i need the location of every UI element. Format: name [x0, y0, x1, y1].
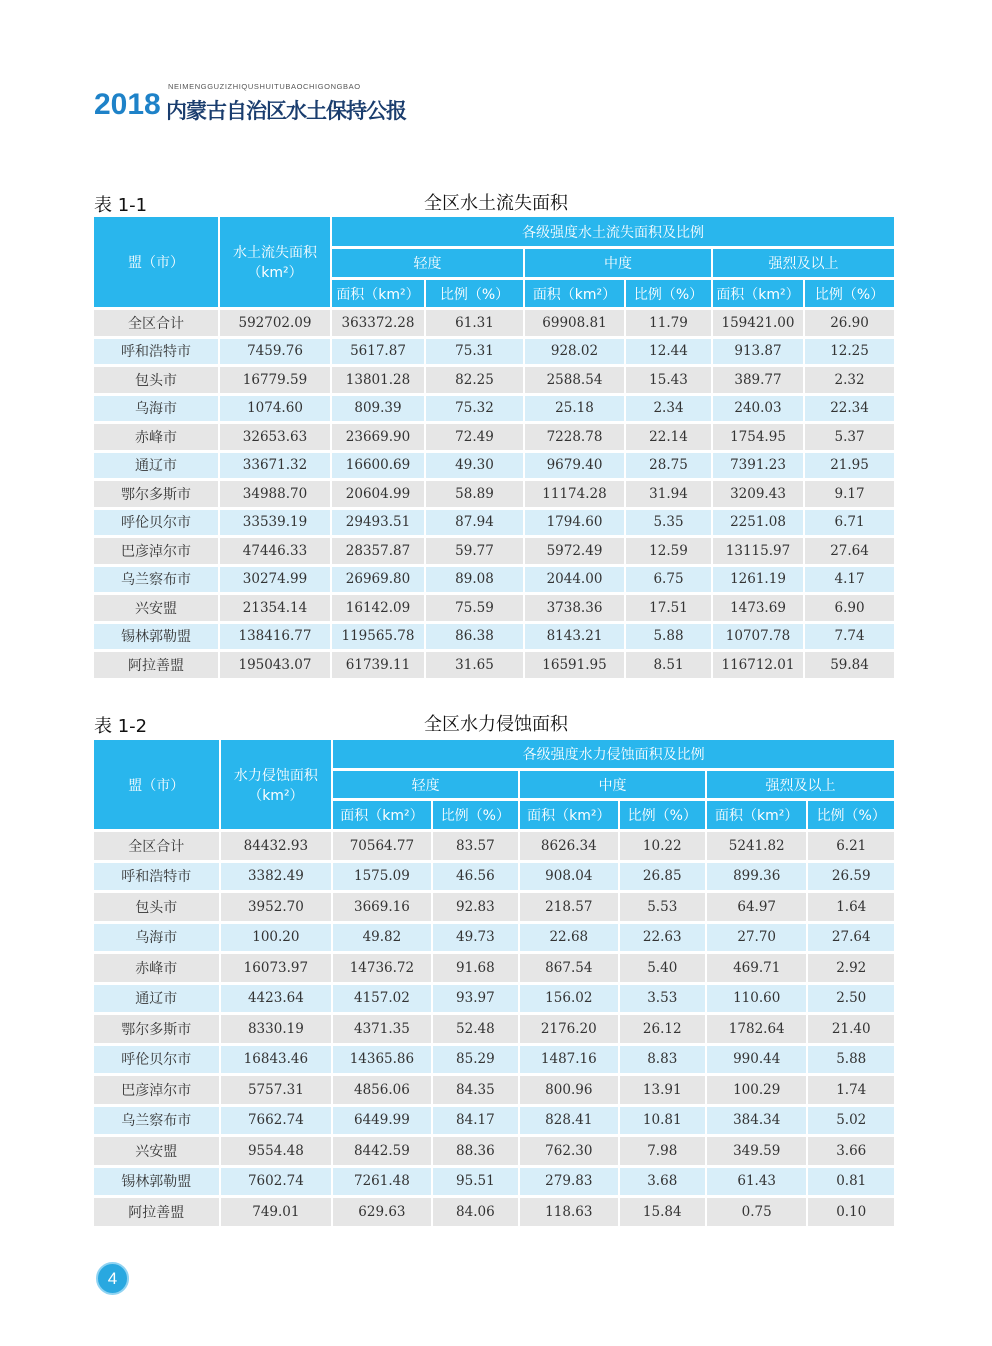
value-cell: 908.04	[520, 863, 617, 891]
value-cell: 0.10	[808, 1198, 894, 1226]
table1-sub-ratio: 比例（%）	[426, 280, 523, 307]
table2-number: 表 1-2	[94, 716, 148, 737]
page-header	[94, 82, 454, 126]
region-name-cell: 兴安盟	[94, 595, 218, 621]
value-cell: 15.43	[626, 367, 711, 393]
value-cell: 3952.70	[221, 893, 332, 921]
table-row	[94, 1168, 894, 1196]
table-row	[94, 1198, 894, 1226]
value-cell: 20604.99	[332, 481, 424, 507]
value-cell: 2176.20	[520, 1015, 617, 1043]
value-cell: 26.12	[620, 1015, 705, 1043]
value-cell: 25.18	[525, 396, 624, 422]
value-cell: 5.40	[620, 954, 705, 982]
table1-level-moderate: 中度	[525, 249, 711, 277]
table-row	[94, 1015, 894, 1043]
table2-sub-ratio: 比例（%）	[808, 801, 894, 829]
table1-sub-area: 面积（km²）	[713, 280, 803, 307]
region-name-cell: 通辽市	[94, 985, 219, 1013]
table1	[92, 214, 896, 681]
value-cell: 2251.08	[713, 510, 803, 536]
table1-col-group: 各级强度水土流失面积及比例	[332, 217, 894, 246]
value-cell: 384.34	[707, 1107, 806, 1135]
table1-level-strong: 强烈及以上	[713, 249, 894, 277]
region-name-cell: 全区合计	[94, 310, 218, 336]
value-cell: 33539.19	[220, 510, 330, 536]
value-cell: 7228.78	[525, 424, 624, 450]
value-cell: 89.08	[426, 567, 523, 593]
value-cell: 3209.43	[713, 481, 803, 507]
value-cell: 28357.87	[332, 538, 424, 564]
value-cell: 69908.81	[525, 310, 624, 336]
value-cell: 26969.80	[332, 567, 424, 593]
value-cell: 84.06	[433, 1198, 518, 1226]
value-cell: 30274.99	[220, 567, 330, 593]
value-cell: 92.83	[433, 893, 518, 921]
value-cell: 110.60	[707, 985, 806, 1013]
value-cell: 88.36	[433, 1137, 518, 1165]
region-name-cell: 包头市	[94, 893, 219, 921]
value-cell: 3738.36	[525, 595, 624, 621]
value-cell: 61.43	[707, 1168, 806, 1196]
value-cell: 16779.59	[220, 367, 330, 393]
value-cell: 363372.28	[332, 310, 424, 336]
value-cell: 1473.69	[713, 595, 803, 621]
value-cell: 6.90	[805, 595, 894, 621]
value-cell: 9679.40	[525, 453, 624, 479]
value-cell: 8.83	[620, 1046, 705, 1074]
value-cell: 83.57	[433, 832, 518, 860]
value-cell: 5.53	[620, 893, 705, 921]
value-cell: 0.75	[707, 1198, 806, 1226]
value-cell: 7391.23	[713, 453, 803, 479]
value-cell: 15.84	[620, 1198, 705, 1226]
value-cell: 22.14	[626, 424, 711, 450]
value-cell: 119565.78	[332, 624, 424, 650]
value-cell: 2.32	[805, 367, 894, 393]
value-cell: 762.30	[520, 1137, 617, 1165]
value-cell: 58.89	[426, 481, 523, 507]
value-cell: 16600.69	[332, 453, 424, 479]
table-row	[94, 424, 894, 450]
value-cell: 23669.90	[332, 424, 424, 450]
value-cell: 4157.02	[333, 985, 430, 1013]
value-cell: 4371.35	[333, 1015, 430, 1043]
region-name-cell: 全区合计	[94, 832, 219, 860]
table2-body	[94, 832, 894, 1226]
table1-col-region: 盟（市）	[94, 217, 218, 307]
table2-sub-area: 面积（km²）	[333, 801, 430, 829]
table1-title: 全区水土流失面积	[424, 193, 568, 214]
table-row	[94, 893, 894, 921]
value-cell: 1575.09	[333, 863, 430, 891]
value-cell: 21354.14	[220, 595, 330, 621]
value-cell: 13115.97	[713, 538, 803, 564]
table2-col-region: 盟（市）	[94, 740, 219, 829]
value-cell: 5.88	[626, 624, 711, 650]
table1-heading	[94, 189, 898, 215]
table-row	[94, 985, 894, 1013]
value-cell: 26.59	[808, 863, 894, 891]
value-cell: 828.41	[520, 1107, 617, 1135]
value-cell: 5241.82	[707, 832, 806, 860]
value-cell: 195043.07	[220, 652, 330, 678]
value-cell: 100.20	[221, 924, 332, 952]
value-cell: 6449.99	[333, 1107, 430, 1135]
table-row	[94, 510, 894, 536]
value-cell: 240.03	[713, 396, 803, 422]
value-cell: 22.63	[620, 924, 705, 952]
region-name-cell: 乌兰察布市	[94, 1107, 219, 1135]
value-cell: 47446.33	[220, 538, 330, 564]
value-cell: 5.88	[808, 1046, 894, 1074]
value-cell: 87.94	[426, 510, 523, 536]
table-row	[94, 954, 894, 982]
table-row	[94, 924, 894, 952]
value-cell: 29493.51	[332, 510, 424, 536]
region-name-cell: 阿拉善盟	[94, 652, 218, 678]
value-cell: 6.71	[805, 510, 894, 536]
region-name-cell: 阿拉善盟	[94, 1198, 219, 1226]
table2-level-moderate: 中度	[520, 771, 705, 798]
value-cell: 17.51	[626, 595, 711, 621]
table1-number: 表 1-1	[94, 195, 148, 216]
value-cell: 9.17	[805, 481, 894, 507]
value-cell: 91.68	[433, 954, 518, 982]
region-name-cell: 呼和浩特市	[94, 339, 218, 365]
value-cell: 28.75	[626, 453, 711, 479]
region-name-cell: 巴彦淖尔市	[94, 1076, 219, 1104]
table1-sub-ratio: 比例（%）	[626, 280, 711, 307]
table2	[92, 737, 896, 1229]
value-cell: 4.17	[805, 567, 894, 593]
value-cell: 7662.74	[221, 1107, 332, 1135]
value-cell: 13.91	[620, 1076, 705, 1104]
value-cell: 10707.78	[713, 624, 803, 650]
value-cell: 592702.09	[220, 310, 330, 336]
value-cell: 82.25	[426, 367, 523, 393]
region-name-cell: 乌海市	[94, 396, 218, 422]
value-cell: 21.95	[805, 453, 894, 479]
value-cell: 31.65	[426, 652, 523, 678]
value-cell: 218.57	[520, 893, 617, 921]
value-cell: 86.38	[426, 624, 523, 650]
table-row	[94, 567, 894, 593]
value-cell: 59.77	[426, 538, 523, 564]
value-cell: 52.48	[433, 1015, 518, 1043]
table-row	[94, 624, 894, 650]
header-year: 2018	[94, 88, 161, 121]
value-cell: 12.44	[626, 339, 711, 365]
table-row	[94, 1107, 894, 1135]
value-cell: 16843.46	[221, 1046, 332, 1074]
table-row	[94, 1046, 894, 1074]
region-name-cell: 乌兰察布市	[94, 567, 218, 593]
value-cell: 1261.19	[713, 567, 803, 593]
table-row	[94, 396, 894, 422]
value-cell: 116712.01	[713, 652, 803, 678]
value-cell: 5.35	[626, 510, 711, 536]
value-cell: 33671.32	[220, 453, 330, 479]
table-row	[94, 538, 894, 564]
value-cell: 0.81	[808, 1168, 894, 1196]
page-number: 4	[96, 1262, 129, 1295]
value-cell: 34988.70	[220, 481, 330, 507]
value-cell: 3.53	[620, 985, 705, 1013]
value-cell: 21.40	[808, 1015, 894, 1043]
value-cell: 11174.28	[525, 481, 624, 507]
value-cell: 84.35	[433, 1076, 518, 1104]
value-cell: 26.85	[620, 863, 705, 891]
value-cell: 1.74	[808, 1076, 894, 1104]
table1-sub-area: 面积（km²）	[332, 280, 424, 307]
value-cell: 75.32	[426, 396, 523, 422]
table-row	[94, 1137, 894, 1165]
value-cell: 7602.74	[221, 1168, 332, 1196]
value-cell: 14736.72	[333, 954, 430, 982]
value-cell: 928.02	[525, 339, 624, 365]
table2-level-strong: 强烈及以上	[707, 771, 894, 798]
value-cell: 12.25	[805, 339, 894, 365]
table-row	[94, 863, 894, 891]
table-row	[94, 481, 894, 507]
value-cell: 809.39	[332, 396, 424, 422]
value-cell: 7.74	[805, 624, 894, 650]
table-row	[94, 367, 894, 393]
value-cell: 3382.49	[221, 863, 332, 891]
value-cell: 2588.54	[525, 367, 624, 393]
header-title: 内蒙古自治区水土保持公报	[166, 99, 406, 123]
table-row	[94, 595, 894, 621]
value-cell: 913.87	[713, 339, 803, 365]
value-cell: 6.21	[808, 832, 894, 860]
value-cell: 349.59	[707, 1137, 806, 1165]
value-cell: 27.70	[707, 924, 806, 952]
value-cell: 85.29	[433, 1046, 518, 1074]
value-cell: 13801.28	[332, 367, 424, 393]
value-cell: 5757.31	[221, 1076, 332, 1104]
region-name-cell: 锡林郭勒盟	[94, 1168, 219, 1196]
value-cell: 6.75	[626, 567, 711, 593]
value-cell: 1794.60	[525, 510, 624, 536]
value-cell: 8143.21	[525, 624, 624, 650]
region-name-cell: 兴安盟	[94, 1137, 219, 1165]
value-cell: 279.83	[520, 1168, 617, 1196]
table2-sub-area: 面积（km²）	[707, 801, 806, 829]
table2-heading	[94, 710, 898, 736]
value-cell: 61739.11	[332, 652, 424, 678]
table2-level-light: 轻度	[333, 771, 518, 798]
value-cell: 4856.06	[333, 1076, 430, 1104]
value-cell: 469.71	[707, 954, 806, 982]
value-cell: 4423.64	[221, 985, 332, 1013]
value-cell: 990.44	[707, 1046, 806, 1074]
value-cell: 3669.16	[333, 893, 430, 921]
value-cell: 867.54	[520, 954, 617, 982]
value-cell: 46.56	[433, 863, 518, 891]
value-cell: 749.01	[221, 1198, 332, 1226]
table2-col-group: 各级强度水力侵蚀面积及比例	[333, 740, 894, 768]
value-cell: 7.98	[620, 1137, 705, 1165]
region-name-cell: 鄂尔多斯市	[94, 481, 218, 507]
value-cell: 2044.00	[525, 567, 624, 593]
region-name-cell: 赤峰市	[94, 424, 218, 450]
value-cell: 3.66	[808, 1137, 894, 1165]
region-name-cell: 乌海市	[94, 924, 219, 952]
region-name-cell: 通辽市	[94, 453, 218, 479]
value-cell: 138416.77	[220, 624, 330, 650]
value-cell: 49.82	[333, 924, 430, 952]
table-row	[94, 310, 894, 336]
value-cell: 5.37	[805, 424, 894, 450]
table1-sub-ratio: 比例（%）	[805, 280, 894, 307]
table2-sub-ratio: 比例（%）	[433, 801, 518, 829]
table2-title: 全区水力侵蚀面积	[424, 714, 568, 735]
value-cell: 70564.77	[333, 832, 430, 860]
value-cell: 32653.63	[220, 424, 330, 450]
value-cell: 16591.95	[525, 652, 624, 678]
value-cell: 118.63	[520, 1198, 617, 1226]
table1-level-light: 轻度	[332, 249, 523, 277]
value-cell: 84.17	[433, 1107, 518, 1135]
region-name-cell: 呼伦贝尔市	[94, 1046, 219, 1074]
value-cell: 61.31	[426, 310, 523, 336]
value-cell: 7459.76	[220, 339, 330, 365]
region-name-cell: 锡林郭勒盟	[94, 624, 218, 650]
table1-sub-area: 面积（km²）	[525, 280, 624, 307]
value-cell: 8626.34	[520, 832, 617, 860]
region-name-cell: 呼和浩特市	[94, 863, 219, 891]
value-cell: 1.64	[808, 893, 894, 921]
region-name-cell: 巴彦淖尔市	[94, 538, 218, 564]
value-cell: 8.51	[626, 652, 711, 678]
value-cell: 49.73	[433, 924, 518, 952]
header-pinyin: NEIMENGGUZIZHIQUSHUITUBAOCHIGONGBAO	[168, 82, 361, 91]
value-cell: 11.79	[626, 310, 711, 336]
value-cell: 93.97	[433, 985, 518, 1013]
table2-sub-ratio: 比例（%）	[620, 801, 705, 829]
value-cell: 26.90	[805, 310, 894, 336]
table2-col-total: 水力侵蚀面积 （km²）	[221, 740, 332, 829]
value-cell: 22.34	[805, 396, 894, 422]
value-cell: 2.92	[808, 954, 894, 982]
region-name-cell: 鄂尔多斯市	[94, 1015, 219, 1043]
value-cell: 1754.95	[713, 424, 803, 450]
value-cell: 72.49	[426, 424, 523, 450]
value-cell: 5.02	[808, 1107, 894, 1135]
table-row	[94, 453, 894, 479]
value-cell: 12.59	[626, 538, 711, 564]
value-cell: 59.84	[805, 652, 894, 678]
value-cell: 8330.19	[221, 1015, 332, 1043]
value-cell: 95.51	[433, 1168, 518, 1196]
value-cell: 7261.48	[333, 1168, 430, 1196]
value-cell: 5617.87	[332, 339, 424, 365]
value-cell: 75.59	[426, 595, 523, 621]
value-cell: 100.29	[707, 1076, 806, 1104]
table2-sub-area: 面积（km²）	[520, 801, 617, 829]
table1-body	[94, 310, 894, 678]
value-cell: 629.63	[333, 1198, 430, 1226]
value-cell: 22.68	[520, 924, 617, 952]
value-cell: 10.22	[620, 832, 705, 860]
table-row	[94, 832, 894, 860]
value-cell: 3.68	[620, 1168, 705, 1196]
value-cell: 64.97	[707, 893, 806, 921]
value-cell: 1487.16	[520, 1046, 617, 1074]
value-cell: 16142.09	[332, 595, 424, 621]
value-cell: 9554.48	[221, 1137, 332, 1165]
value-cell: 10.81	[620, 1107, 705, 1135]
value-cell: 1074.60	[220, 396, 330, 422]
region-name-cell: 呼伦贝尔市	[94, 510, 218, 536]
value-cell: 31.94	[626, 481, 711, 507]
value-cell: 49.30	[426, 453, 523, 479]
value-cell: 2.50	[808, 985, 894, 1013]
value-cell: 389.77	[713, 367, 803, 393]
table1-col-total: 水土流失面积 （km²）	[220, 217, 330, 307]
value-cell: 16073.97	[221, 954, 332, 982]
value-cell: 75.31	[426, 339, 523, 365]
value-cell: 159421.00	[713, 310, 803, 336]
table-row	[94, 1076, 894, 1104]
table-row	[94, 339, 894, 365]
value-cell: 800.96	[520, 1076, 617, 1104]
value-cell: 1782.64	[707, 1015, 806, 1043]
value-cell: 84432.93	[221, 832, 332, 860]
value-cell: 156.02	[520, 985, 617, 1013]
value-cell: 2.34	[626, 396, 711, 422]
value-cell: 5972.49	[525, 538, 624, 564]
value-cell: 899.36	[707, 863, 806, 891]
value-cell: 27.64	[808, 924, 894, 952]
table-row	[94, 652, 894, 678]
value-cell: 27.64	[805, 538, 894, 564]
region-name-cell: 赤峰市	[94, 954, 219, 982]
value-cell: 8442.59	[333, 1137, 430, 1165]
region-name-cell: 包头市	[94, 367, 218, 393]
value-cell: 14365.86	[333, 1046, 430, 1074]
